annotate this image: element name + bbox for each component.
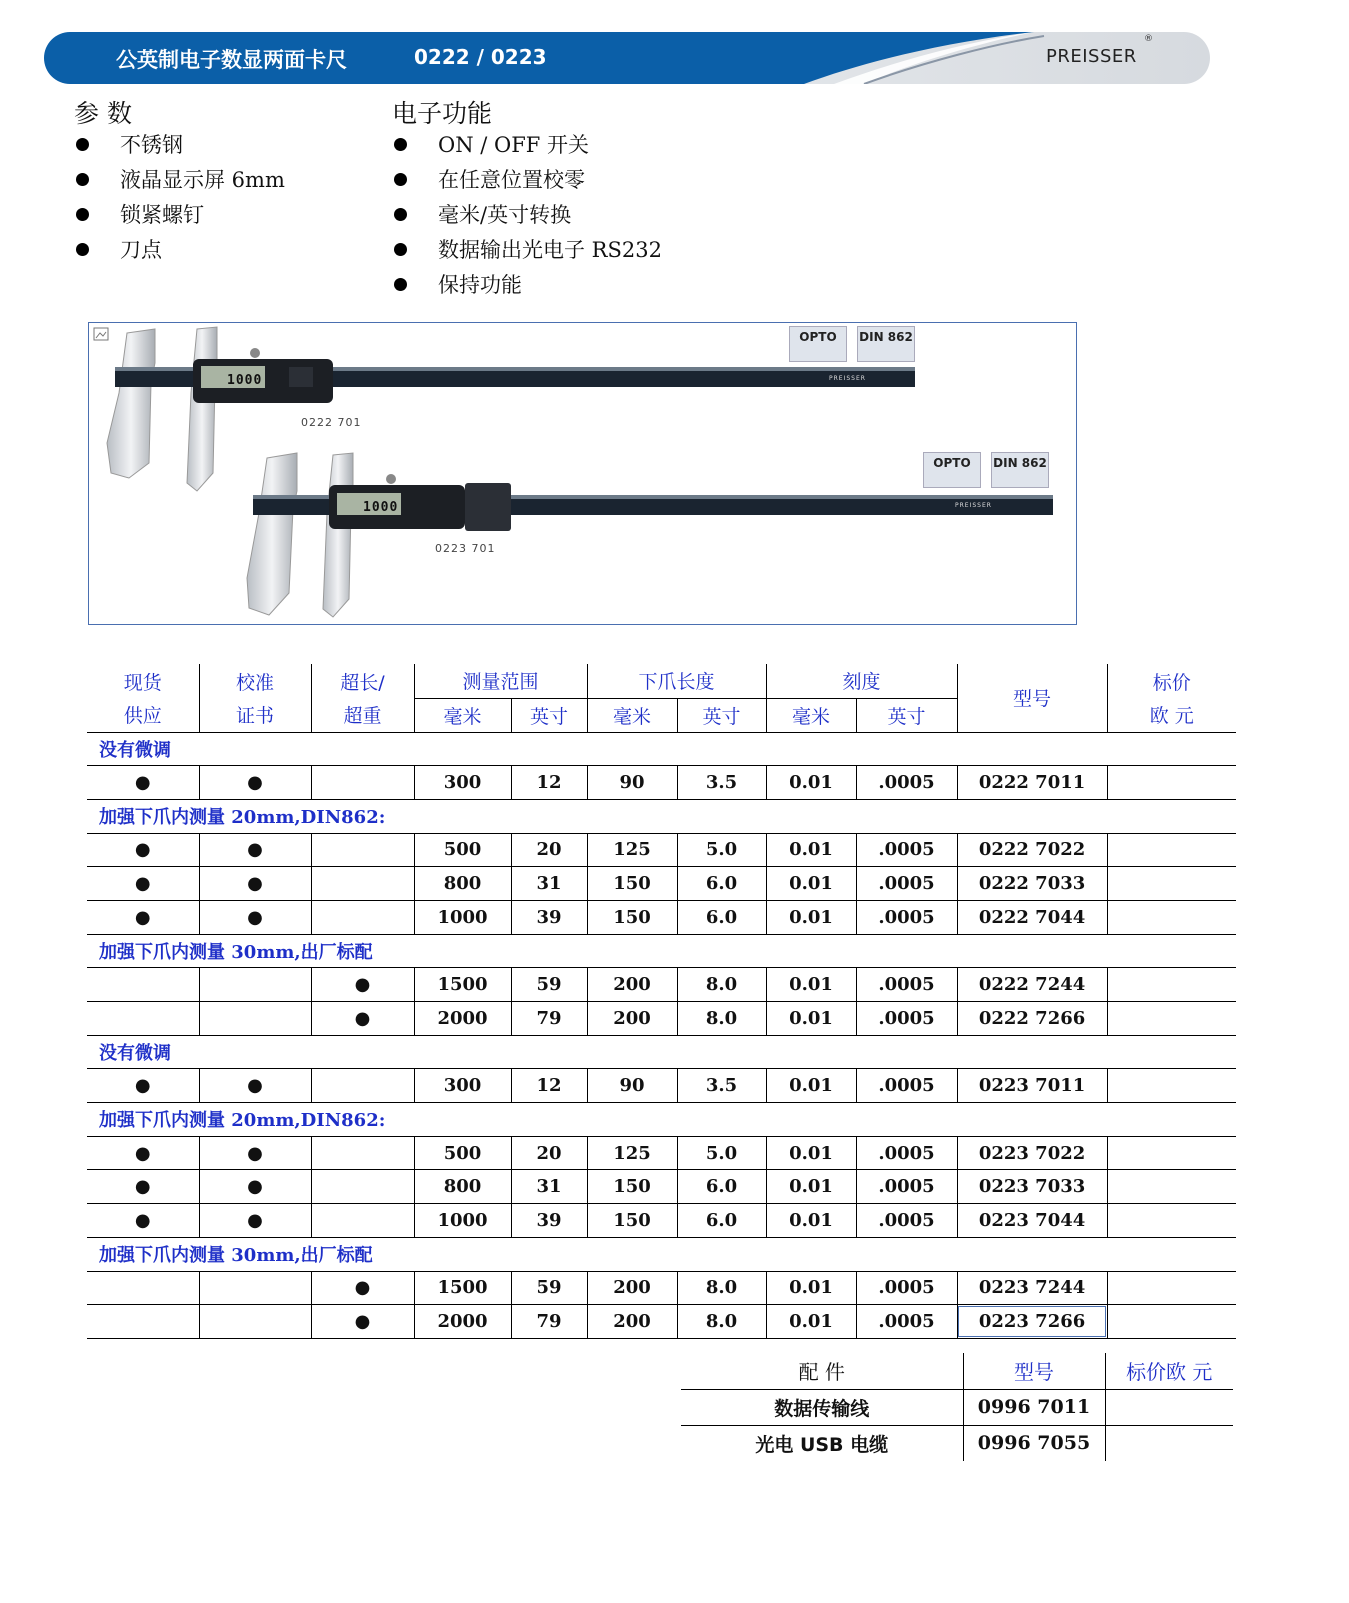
cell-price [1107, 1305, 1236, 1339]
brand-logo: PREISSER [1046, 46, 1137, 67]
page-title: 公英制电子数显两面卡尺 [116, 48, 347, 72]
cell-jaw-in: 5.0 [677, 833, 766, 867]
cell-long [311, 900, 414, 934]
cell-range-in: 12 [511, 766, 587, 800]
cell-stock: ● [87, 766, 199, 800]
cell-range-in: 20 [511, 833, 587, 867]
cell-jaw-in: 6.0 [677, 900, 766, 934]
cell-stock [87, 1271, 199, 1305]
acc-name: 光电 USB 电缆 [755, 1433, 889, 1456]
spec-table-body [87, 732, 1236, 1338]
cell-jaw-in: 6.0 [677, 1204, 766, 1238]
acc-name: 数据传输线 [681, 1389, 963, 1425]
cell-cert: ● [199, 766, 311, 800]
table-row [87, 833, 1236, 867]
cell-jaw-mm: 90 [587, 766, 677, 800]
cell-grad-in: .0005 [856, 833, 957, 867]
cell-grad-in: .0005 [856, 1204, 957, 1238]
table-row [87, 1002, 1236, 1036]
cell-grad-mm: 0.01 [766, 1136, 856, 1170]
col-price-header: 标价 [1107, 664, 1236, 698]
cell-jaw-in: 6.0 [677, 867, 766, 901]
functions-heading: 电子功能 [392, 99, 493, 128]
col-range-mm-header: 毫米 [414, 698, 511, 732]
cell-jaw-in: 8.0 [677, 1271, 766, 1305]
cell-range-mm: 1000 [414, 1204, 511, 1238]
cell-grad-in: .0005 [856, 900, 957, 934]
cell-long [311, 833, 414, 867]
cell-stock [87, 1002, 199, 1036]
lcd-readout-bottom: 1000 [363, 500, 399, 515]
table-row [681, 1425, 1233, 1461]
cell-jaw-mm: 90 [587, 1069, 677, 1103]
cell-grad-in: .0005 [856, 1271, 957, 1305]
col-stock-subheader: 供应 [87, 698, 199, 732]
cell-grad-in: .0005 [856, 968, 957, 1002]
list-item: 液晶显示屏 6mm [74, 165, 285, 200]
section-label: 加强下爪内测量 20mm,DIN862: [87, 799, 1236, 833]
cell-range-mm: 300 [414, 1069, 511, 1103]
cell-price [1107, 1204, 1236, 1238]
cell-range-mm: 2000 [414, 1002, 511, 1036]
cell-jaw-in: 8.0 [677, 968, 766, 1002]
col-cert-subheader: 证书 [199, 698, 311, 732]
cell-long: ● [311, 1002, 414, 1036]
cell-jaw-in: 8.0 [677, 1002, 766, 1036]
caption-top: 0222 701 [301, 416, 362, 429]
section-label: 没有微调 [87, 732, 1236, 766]
cell-model: 0223 7011 [957, 1069, 1107, 1103]
cell-cert: ● [199, 900, 311, 934]
cell-grad-in: .0005 [856, 867, 957, 901]
list-item: 刀点 [74, 235, 285, 270]
cell-range-in: 31 [511, 1170, 587, 1204]
cell-stock: ● [87, 867, 199, 901]
cell-jaw-mm: 125 [587, 1136, 677, 1170]
cell-price [1107, 1002, 1236, 1036]
table-row [87, 1136, 1236, 1170]
acc-item-header: 配 件 [681, 1353, 963, 1389]
col-cert-header: 校准 [199, 664, 311, 698]
cell-model: 0222 7011 [957, 766, 1107, 800]
cell-stock: ● [87, 1170, 199, 1204]
cell-price [1107, 867, 1236, 901]
section-label: 加强下爪内测量 30mm,出厂标配 [87, 934, 1236, 968]
bar-brand-top: PREISSER [829, 375, 866, 382]
cell-model: 0223 7244 [957, 1271, 1107, 1305]
list-item: 毫米/英寸转换 [392, 200, 662, 235]
cell-jaw-in: 5.0 [677, 1136, 766, 1170]
cell-grad-in: .0005 [856, 766, 957, 800]
cell-model: 0223 7033 [957, 1170, 1107, 1204]
acc-model: 0996 7011 [963, 1389, 1105, 1425]
header-banner [44, 32, 1210, 84]
section-row [87, 1237, 1236, 1271]
cell-long: ● [311, 1305, 414, 1339]
cell-cert: ● [199, 1170, 311, 1204]
cell-price [1107, 968, 1236, 1002]
caption-bottom: 0223 701 [435, 542, 496, 555]
cell-model: 0222 7044 [957, 900, 1107, 934]
cell-price [1107, 766, 1236, 800]
cell-cert [199, 1271, 311, 1305]
cell-grad-in: .0005 [856, 1305, 957, 1339]
cell-grad-in: .0005 [856, 1136, 957, 1170]
col-jaw-in-header: 英寸 [677, 698, 766, 732]
table-row [87, 1170, 1236, 1204]
cell-range-mm: 500 [414, 833, 511, 867]
cell-range-mm: 800 [414, 1170, 511, 1204]
cell-grad-mm: 0.01 [766, 1170, 856, 1204]
cell-cert [199, 1002, 311, 1036]
cell-cert: ● [199, 1069, 311, 1103]
cell-cert: ● [199, 1204, 311, 1238]
cell-model: 0223 7022 [957, 1136, 1107, 1170]
cell-range-in: 59 [511, 968, 587, 1002]
cell-jaw-mm: 150 [587, 900, 677, 934]
cell-stock: ● [87, 1136, 199, 1170]
registered-mark: ® [1144, 34, 1153, 44]
table-row [87, 1204, 1236, 1238]
opto-badge: OPTO [789, 326, 847, 362]
specs-list [74, 130, 285, 270]
section-label: 加强下爪内测量 30mm,出厂标配 [87, 1237, 1236, 1271]
cell-model: 0223 7044 [957, 1204, 1107, 1238]
list-item: 不锈钢 [74, 130, 285, 165]
col-model-header: 型号 [957, 664, 1107, 732]
cell-range-mm: 300 [414, 766, 511, 800]
din-badge: DIN 862 [991, 452, 1049, 488]
cell-jaw-mm: 125 [587, 833, 677, 867]
list-item: 数据输出光电子 RS232 [392, 235, 662, 270]
bullet-icon [394, 208, 407, 221]
section-row [87, 732, 1236, 766]
section-row [87, 934, 1236, 968]
cell-stock: ● [87, 1204, 199, 1238]
cell-model: 0222 7033 [957, 867, 1107, 901]
opto-badge: OPTO [923, 452, 981, 488]
cell-range-in: 39 [511, 1204, 587, 1238]
table-row [87, 1271, 1236, 1305]
cell-long [311, 1136, 414, 1170]
cell-range-mm: 1000 [414, 900, 511, 934]
cell-grad-in: .0005 [856, 1002, 957, 1036]
cell-model: 0223 7266 [957, 1305, 1107, 1339]
list-item: 保持功能 [392, 270, 662, 305]
cell-long: ● [311, 968, 414, 1002]
bullet-icon [394, 243, 407, 256]
cell-grad-mm: 0.01 [766, 1305, 856, 1339]
col-jaw-mm-header: 毫米 [587, 698, 677, 732]
col-grad-mm-header: 毫米 [766, 698, 856, 732]
col-grad-in-header: 英寸 [856, 698, 957, 732]
product-code: 0222 / 0223 [414, 45, 547, 69]
cell-grad-in: .0005 [856, 1069, 957, 1103]
col-range-in-header: 英寸 [511, 698, 587, 732]
cell-stock [87, 1305, 199, 1339]
cell-jaw-in: 8.0 [677, 1305, 766, 1339]
cell-grad-mm: 0.01 [766, 766, 856, 800]
cell-jaw-mm: 200 [587, 968, 677, 1002]
col-grad-header: 刻度 [766, 664, 957, 698]
acc-price [1105, 1425, 1233, 1461]
cell-cert: ● [199, 833, 311, 867]
cell-range-in: 59 [511, 1271, 587, 1305]
cell-grad-mm: 0.01 [766, 867, 856, 901]
cell-grad-mm: 0.01 [766, 1271, 856, 1305]
cell-range-in: 79 [511, 1305, 587, 1339]
cell-long [311, 1069, 414, 1103]
cell-cert: ● [199, 867, 311, 901]
accessories-header-row [681, 1353, 1233, 1389]
cell-price [1107, 1069, 1236, 1103]
cell-stock: ● [87, 900, 199, 934]
cell-model: 0222 7244 [957, 968, 1107, 1002]
cell-range-in: 12 [511, 1069, 587, 1103]
cell-range-mm: 1500 [414, 968, 511, 1002]
cell-model: 0222 7266 [957, 1002, 1107, 1036]
cell-range-mm: 800 [414, 867, 511, 901]
bar-brand-bottom: PREISSER [955, 502, 992, 509]
lcd-readout-top: 1000 [227, 373, 263, 388]
cell-cert [199, 968, 311, 1002]
bullet-icon [76, 138, 89, 151]
cell-jaw-in: 3.5 [677, 1069, 766, 1103]
list-item: ON / OFF 开关 [392, 130, 662, 165]
specs-heading: 参 数 [74, 99, 132, 128]
spec-table [87, 664, 1236, 1339]
bullet-icon [76, 173, 89, 186]
accessories-table [681, 1353, 1233, 1461]
col-jaw-header: 下爪长度 [587, 664, 766, 698]
bullet-icon [394, 173, 407, 186]
bullet-icon [76, 208, 89, 221]
cell-jaw-mm: 200 [587, 1271, 677, 1305]
table-header-row [87, 664, 1236, 698]
cell-model: 0222 7022 [957, 833, 1107, 867]
cell-range-in: 39 [511, 900, 587, 934]
section-row [87, 1035, 1236, 1069]
bullet-icon [76, 243, 89, 256]
cell-cert: ● [199, 1136, 311, 1170]
cell-long [311, 867, 414, 901]
section-label: 加强下爪内测量 20mm,DIN862: [87, 1103, 1236, 1137]
cell-stock [87, 968, 199, 1002]
cell-jaw-mm: 150 [587, 867, 677, 901]
table-row [87, 968, 1236, 1002]
table-row [87, 766, 1236, 800]
cell-grad-mm: 0.01 [766, 968, 856, 1002]
cell-grad-mm: 0.01 [766, 1069, 856, 1103]
col-price-subheader: 欧 元 [1107, 698, 1236, 732]
section-row [87, 799, 1236, 833]
cell-grad-mm: 0.01 [766, 1002, 856, 1036]
cell-range-in: 20 [511, 1136, 587, 1170]
cell-jaw-mm: 200 [587, 1305, 677, 1339]
table-row [87, 1305, 1236, 1339]
cell-stock: ● [87, 1069, 199, 1103]
acc-price [1105, 1389, 1233, 1425]
product-photo [88, 322, 1077, 625]
acc-model-header: 型号 [963, 1353, 1105, 1389]
acc-model: 0996 7055 [963, 1425, 1105, 1461]
cell-range-mm: 2000 [414, 1305, 511, 1339]
list-item: 锁紧螺钉 [74, 200, 285, 235]
table-row [681, 1389, 1233, 1425]
cell-price [1107, 1136, 1236, 1170]
cell-jaw-in: 6.0 [677, 1170, 766, 1204]
list-item: 在任意位置校零 [392, 165, 662, 200]
cell-price [1107, 833, 1236, 867]
table-row [87, 867, 1236, 901]
cell-cert [199, 1305, 311, 1339]
cell-stock: ● [87, 833, 199, 867]
acc-price-header: 标价欧 元 [1105, 1353, 1233, 1389]
bullet-icon [394, 138, 407, 151]
table-row [87, 1069, 1236, 1103]
cell-grad-mm: 0.01 [766, 833, 856, 867]
functions-list [392, 130, 662, 305]
bullet-icon [394, 278, 407, 291]
col-range-header: 测量范围 [414, 664, 587, 698]
cell-range-in: 79 [511, 1002, 587, 1036]
cell-grad-mm: 0.01 [766, 1204, 856, 1238]
cell-long: ● [311, 1271, 414, 1305]
cell-jaw-mm: 150 [587, 1204, 677, 1238]
cell-range-in: 31 [511, 867, 587, 901]
section-label: 没有微调 [87, 1035, 1236, 1069]
table-row [87, 900, 1236, 934]
cell-grad-mm: 0.01 [766, 900, 856, 934]
cell-price [1107, 900, 1236, 934]
cell-grad-in: .0005 [856, 1170, 957, 1204]
cell-price [1107, 1271, 1236, 1305]
cell-range-mm: 1500 [414, 1271, 511, 1305]
cell-jaw-mm: 150 [587, 1170, 677, 1204]
col-long-subheader: 超重 [311, 698, 414, 732]
cell-jaw-mm: 200 [587, 1002, 677, 1036]
cell-long [311, 1170, 414, 1204]
cell-long [311, 766, 414, 800]
din-badge: DIN 862 [857, 326, 915, 362]
cell-long [311, 1204, 414, 1238]
cell-price [1107, 1170, 1236, 1204]
col-long-header: 超长/ [311, 664, 414, 698]
cell-range-mm: 500 [414, 1136, 511, 1170]
col-stock-header: 现货 [123, 671, 162, 694]
cell-jaw-in: 3.5 [677, 766, 766, 800]
section-row [87, 1103, 1236, 1137]
